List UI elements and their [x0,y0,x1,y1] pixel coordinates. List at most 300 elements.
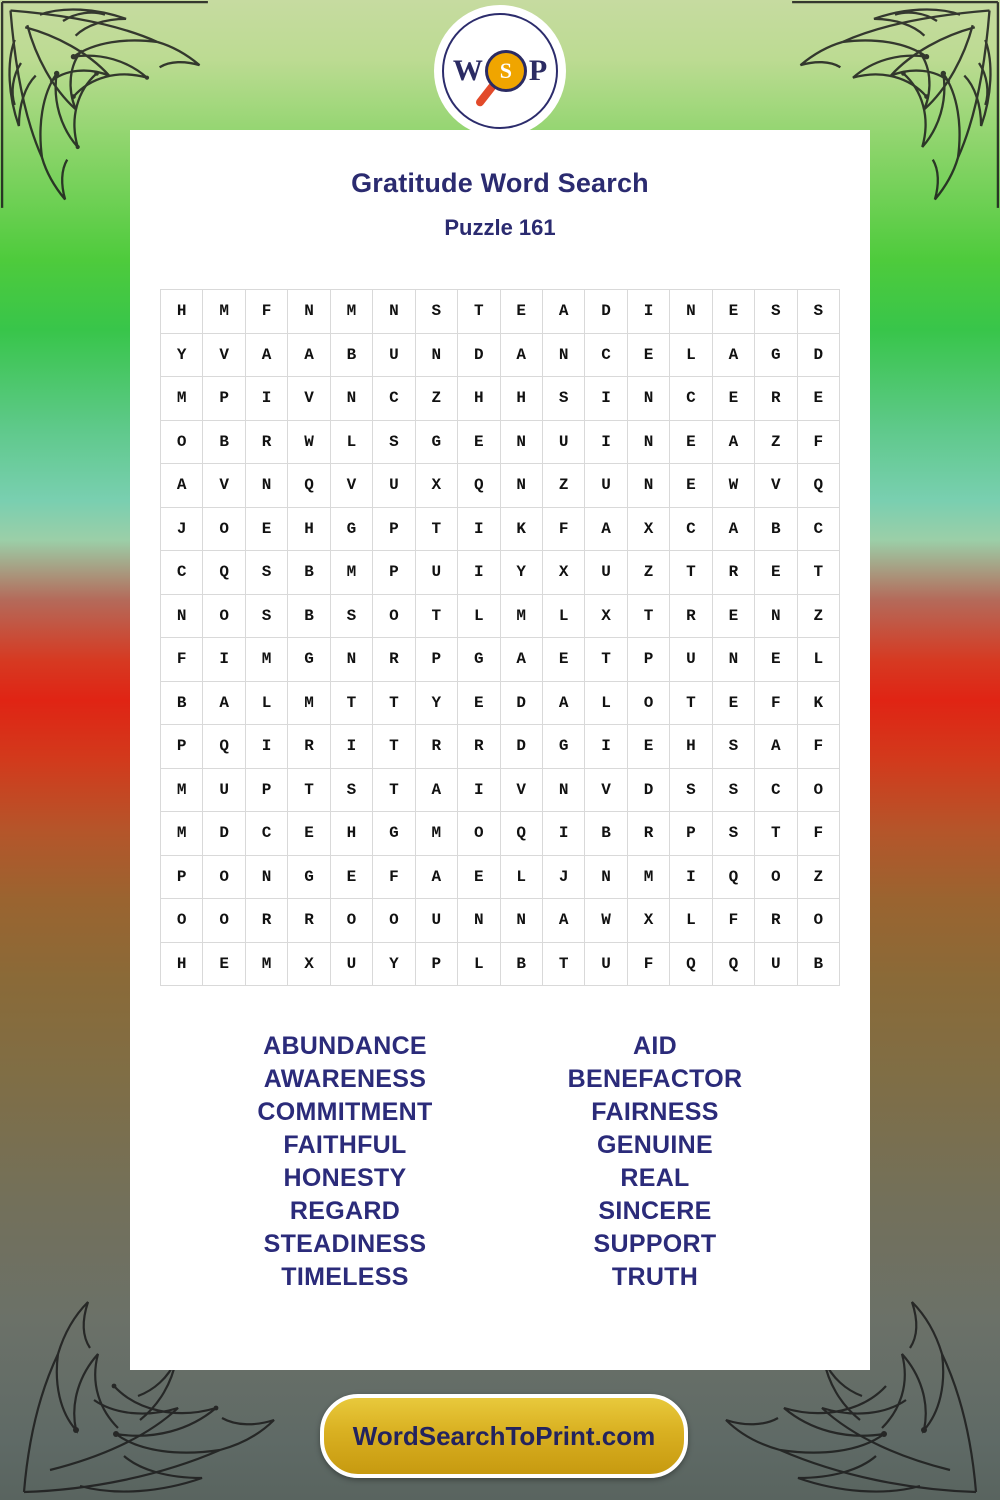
grid-cell[interactable]: O [203,899,245,943]
grid-cell[interactable]: V [755,464,797,508]
grid-cell[interactable]: E [330,855,372,899]
word-list-column-right [500,1030,810,1294]
grid-cell[interactable]: M [500,594,542,638]
grid-cell[interactable]: Q [458,464,500,508]
grid-cell[interactable]: T [670,551,712,595]
grid-cell[interactable]: I [203,638,245,682]
grid-cell[interactable]: T [585,638,627,682]
grid-cell[interactable]: O [458,812,500,856]
grid-cell[interactable]: O [161,420,203,464]
grid-cell[interactable]: D [797,333,839,377]
grid-cell[interactable]: Y [373,942,415,986]
grid-cell[interactable]: E [542,638,584,682]
grid-cell[interactable]: M [330,290,372,334]
logo-letter-p: P [528,54,548,87]
grid-cell[interactable]: P [203,377,245,421]
grid-cell[interactable]: D [500,681,542,725]
grid-cell[interactable]: B [797,942,839,986]
grid-cell[interactable]: X [542,551,584,595]
grid-cell[interactable]: R [245,899,287,943]
grid-cell[interactable]: A [542,899,584,943]
grid-cell[interactable]: I [458,768,500,812]
word-list-item: TIMELESS [281,1263,409,1291]
grid-cell[interactable]: Z [542,464,584,508]
grid-cell[interactable]: M [161,812,203,856]
grid-cell[interactable]: S [797,290,839,334]
grid-cell[interactable]: O [797,768,839,812]
grid-cell[interactable]: N [500,464,542,508]
grid-row [161,855,840,899]
grid-cell[interactable]: L [585,681,627,725]
grid-cell[interactable]: A [712,333,754,377]
grid-cell[interactable]: E [712,377,754,421]
grid-row [161,507,840,551]
word-search-grid[interactable] [160,289,840,986]
grid-cell[interactable]: N [161,594,203,638]
grid-cell[interactable]: N [542,768,584,812]
grid-cell[interactable]: Q [500,812,542,856]
grid-cell[interactable]: D [203,812,245,856]
grid-cell[interactable]: I [585,725,627,769]
grid-cell[interactable]: V [203,333,245,377]
grid-cell[interactable]: N [712,638,754,682]
grid-cell[interactable]: T [797,551,839,595]
grid-cell[interactable]: S [245,594,287,638]
grid-cell[interactable]: L [797,638,839,682]
grid-cell[interactable]: E [712,681,754,725]
grid-cell[interactable]: P [161,725,203,769]
grid-cell[interactable]: G [330,507,372,551]
grid-cell[interactable]: Q [712,855,754,899]
grid-cell[interactable]: W [585,899,627,943]
word-list-item: HONESTY [283,1164,407,1192]
grid-cell[interactable]: M [203,290,245,334]
grid-cell[interactable]: M [245,942,287,986]
grid-cell[interactable]: A [288,333,330,377]
grid-cell[interactable]: B [203,420,245,464]
grid-row [161,551,840,595]
grid-cell[interactable]: U [203,768,245,812]
grid-cell[interactable]: B [330,333,372,377]
grid-cell[interactable]: N [627,464,669,508]
grid-cell[interactable]: T [373,768,415,812]
grid-cell[interactable]: C [670,377,712,421]
grid-cell[interactable]: F [161,638,203,682]
grid-cell[interactable]: G [415,420,457,464]
grid-cell[interactable]: O [755,855,797,899]
grid-cell[interactable]: E [627,725,669,769]
grid-cell[interactable]: G [458,638,500,682]
grid-cell[interactable]: A [712,420,754,464]
grid-cell[interactable]: N [330,638,372,682]
grid-cell[interactable]: G [288,855,330,899]
grid-cell[interactable]: Q [712,942,754,986]
grid-cell[interactable]: R [373,638,415,682]
grid-cell[interactable]: S [415,290,457,334]
grid-cell[interactable]: D [585,290,627,334]
grid-cell[interactable]: H [161,290,203,334]
grid-row [161,899,840,943]
grid-cell[interactable]: E [203,942,245,986]
grid-cell[interactable]: U [670,638,712,682]
grid-cell[interactable]: S [542,377,584,421]
grid-cell[interactable]: U [330,942,372,986]
grid-cell[interactable]: C [755,768,797,812]
grid-cell[interactable]: P [373,551,415,595]
grid-cell[interactable]: G [288,638,330,682]
grid-cell[interactable]: I [458,551,500,595]
grid-cell[interactable]: O [373,899,415,943]
grid-cell[interactable]: H [288,507,330,551]
grid-cell[interactable]: E [500,290,542,334]
grid-cell[interactable]: S [755,290,797,334]
grid-cell[interactable]: D [627,768,669,812]
grid-cell[interactable]: U [415,551,457,595]
grid-cell[interactable]: D [500,725,542,769]
grid-cell[interactable]: F [797,812,839,856]
grid-cell[interactable]: N [245,855,287,899]
puzzle-sheet [130,130,870,1370]
grid-cell[interactable]: Z [627,551,669,595]
grid-cell[interactable]: T [670,681,712,725]
grid-cell[interactable]: F [755,681,797,725]
grid-cell[interactable]: E [458,855,500,899]
grid-cell[interactable]: S [712,812,754,856]
grid-cell[interactable]: B [755,507,797,551]
grid-cell[interactable]: V [500,768,542,812]
word-list-item: BENEFACTOR [567,1065,743,1093]
grid-cell[interactable]: U [415,899,457,943]
grid-cell[interactable]: O [330,899,372,943]
grid-cell[interactable]: N [585,855,627,899]
grid-cell[interactable]: X [288,942,330,986]
website-label: WordSearchToPrint.com [352,1420,656,1451]
grid-cell[interactable]: V [330,464,372,508]
grid-cell[interactable]: T [542,942,584,986]
grid-cell[interactable]: I [542,812,584,856]
grid-cell[interactable]: O [203,507,245,551]
grid-cell[interactable]: P [670,812,712,856]
grid-cell[interactable]: E [755,638,797,682]
grid-cell[interactable]: X [627,507,669,551]
grid-cell[interactable]: I [458,507,500,551]
grid-cell[interactable]: E [458,681,500,725]
grid-cell[interactable]: T [288,768,330,812]
grid-cell[interactable]: A [712,507,754,551]
word-list-item: AID [633,1032,677,1060]
grid-cell[interactable]: B [500,942,542,986]
grid-cell[interactable]: V [203,464,245,508]
grid-cell[interactable]: X [627,899,669,943]
grid-cell[interactable]: T [755,812,797,856]
grid-cell[interactable]: E [288,812,330,856]
grid-cell[interactable]: Z [797,855,839,899]
grid-cell[interactable]: C [797,507,839,551]
grid-cell[interactable]: H [500,377,542,421]
grid-cell[interactable]: I [627,290,669,334]
grid-cell[interactable]: M [627,855,669,899]
grid-cell[interactable]: Y [415,681,457,725]
grid-cell[interactable]: B [288,594,330,638]
grid-cell[interactable]: S [373,420,415,464]
grid-row [161,812,840,856]
grid-cell[interactable]: S [670,768,712,812]
grid-cell[interactable]: I [585,420,627,464]
grid-cell[interactable]: U [755,942,797,986]
grid-cell[interactable]: T [627,594,669,638]
grid-row [161,768,840,812]
grid-cell[interactable]: N [288,290,330,334]
grid-cell[interactable]: N [500,420,542,464]
grid-cell[interactable]: R [712,551,754,595]
grid-cell[interactable]: M [161,768,203,812]
word-list-item: SINCERE [598,1197,712,1225]
grid-cell[interactable]: E [458,420,500,464]
grid-cell[interactable]: R [755,899,797,943]
grid-cell[interactable]: A [415,855,457,899]
word-list-item: REGARD [289,1197,401,1225]
grid-row [161,290,840,334]
grid-cell[interactable]: N [542,333,584,377]
grid-cell[interactable]: O [203,855,245,899]
grid-cell[interactable]: F [373,855,415,899]
grid-row [161,725,840,769]
grid-cell[interactable]: R [755,377,797,421]
grid-cell[interactable]: E [670,464,712,508]
grid-cell[interactable]: Q [203,725,245,769]
grid-cell[interactable]: R [627,812,669,856]
grid-cell[interactable]: P [627,638,669,682]
grid-cell[interactable]: T [330,681,372,725]
grid-cell[interactable]: B [585,812,627,856]
grid-cell[interactable]: E [712,594,754,638]
word-list-item: TRUTH [611,1263,699,1291]
grid-row [161,594,840,638]
website-button[interactable] [320,1394,688,1478]
grid-cell[interactable]: A [203,681,245,725]
grid-cell[interactable]: S [330,768,372,812]
grid-cell[interactable]: K [500,507,542,551]
grid-cell[interactable]: T [458,290,500,334]
logo-magnifier-icon: S [485,50,527,92]
grid-cell[interactable]: N [670,290,712,334]
grid-cell[interactable]: L [542,594,584,638]
grid-cell[interactable]: H [670,725,712,769]
puzzle-number: Puzzle 161 [444,215,556,240]
grid-cell[interactable]: E [245,507,287,551]
grid-cell[interactable]: V [585,768,627,812]
word-list-item: AWARENESS [263,1065,427,1093]
grid-cell[interactable]: S [712,725,754,769]
grid-cell[interactable]: L [670,333,712,377]
grid-cell[interactable]: C [161,551,203,595]
grid-cell[interactable]: Y [500,551,542,595]
grid-cell[interactable]: Z [755,420,797,464]
grid-cell[interactable]: Y [161,333,203,377]
grid-cell[interactable]: G [755,333,797,377]
grid-cell[interactable]: F [245,290,287,334]
grid-cell[interactable]: J [542,855,584,899]
grid-cell[interactable]: P [161,855,203,899]
grid-cell[interactable]: Q [670,942,712,986]
grid-cell[interactable]: W [712,464,754,508]
grid-cell[interactable]: N [500,899,542,943]
grid-cell[interactable]: Z [415,377,457,421]
word-list-item: COMMITMENT [257,1098,433,1126]
grid-cell[interactable]: L [458,942,500,986]
grid-cell[interactable]: N [330,377,372,421]
grid-cell[interactable]: N [458,899,500,943]
word-list-item: GENUINE [596,1131,713,1159]
grid-cell[interactable]: T [415,594,457,638]
grid-cell[interactable]: T [373,681,415,725]
grid-cell[interactable]: E [712,290,754,334]
grid-cell[interactable]: G [542,725,584,769]
grid-cell[interactable]: Q [203,551,245,595]
grid-cell[interactable]: N [627,377,669,421]
grid-cell[interactable]: E [797,377,839,421]
grid-cell[interactable]: P [415,638,457,682]
grid-cell[interactable]: A [585,507,627,551]
grid-row [161,420,840,464]
logo-letter-w: W [452,54,483,87]
grid-cell[interactable]: M [161,377,203,421]
grid-cell[interactable]: C [373,377,415,421]
grid-cell[interactable]: S [245,551,287,595]
grid-cell[interactable]: E [755,551,797,595]
grid-cell[interactable]: I [330,725,372,769]
grid-cell[interactable]: I [585,377,627,421]
grid-cell[interactable]: M [245,638,287,682]
grid-cell[interactable]: F [797,420,839,464]
grid-cell[interactable]: S [330,594,372,638]
grid-cell[interactable]: D [458,333,500,377]
grid-cell[interactable]: A [415,768,457,812]
grid-cell[interactable]: N [373,290,415,334]
grid-cell[interactable]: T [373,725,415,769]
grid-cell[interactable]: I [245,725,287,769]
grid-cell[interactable]: N [245,464,287,508]
grid-cell[interactable]: H [458,377,500,421]
grid-cell[interactable]: F [797,725,839,769]
grid-cell[interactable]: Z [797,594,839,638]
grid-cell[interactable]: O [627,681,669,725]
grid-cell[interactable]: O [161,899,203,943]
grid-cell[interactable]: H [161,942,203,986]
grid-cell[interactable]: A [245,333,287,377]
grid-cell[interactable]: E [670,420,712,464]
word-list-item: SUPPORT [593,1230,717,1258]
page-title: Gratitude Word Search [351,168,649,198]
grid-cell[interactable]: M [288,681,330,725]
grid-cell[interactable]: W [288,420,330,464]
grid-cell[interactable]: U [542,420,584,464]
grid-cell[interactable]: A [542,681,584,725]
grid-cell[interactable]: L [330,420,372,464]
grid-cell[interactable]: A [542,290,584,334]
grid-cell[interactable]: L [245,681,287,725]
grid-cell[interactable]: J [161,507,203,551]
grid-cell[interactable]: A [755,725,797,769]
grid-cell[interactable]: A [500,638,542,682]
grid-cell[interactable]: T [415,507,457,551]
grid-cell[interactable]: B [161,681,203,725]
grid-cell[interactable]: I [245,377,287,421]
grid-cell[interactable]: F [712,899,754,943]
grid-cell[interactable]: Q [797,464,839,508]
grid-cell[interactable]: U [373,464,415,508]
grid-cell[interactable]: R [245,420,287,464]
grid-cell[interactable]: G [373,812,415,856]
grid-cell[interactable]: C [245,812,287,856]
grid-cell[interactable]: R [458,725,500,769]
grid-cell[interactable]: R [670,594,712,638]
grid-cell[interactable]: O [797,899,839,943]
grid-cell[interactable]: C [670,507,712,551]
word-list-item: ABUNDANCE [263,1032,427,1060]
grid-row [161,681,840,725]
grid-row [161,464,840,508]
grid-cell[interactable]: B [288,551,330,595]
grid-cell[interactable]: O [373,594,415,638]
grid-cell[interactable]: A [500,333,542,377]
grid-cell[interactable]: A [161,464,203,508]
grid-cell[interactable]: L [670,899,712,943]
grid-cell[interactable]: R [288,725,330,769]
word-list-column-left [190,1030,500,1294]
grid-cell[interactable]: R [288,899,330,943]
grid-row [161,638,840,682]
grid-cell[interactable]: I [670,855,712,899]
grid-row [161,377,840,421]
grid-cell[interactable]: P [245,768,287,812]
word-list-item: REAL [620,1164,690,1192]
grid-cell[interactable]: P [415,942,457,986]
grid-cell[interactable]: N [627,420,669,464]
grid-cell[interactable]: N [415,333,457,377]
logo-inner-circle [442,13,558,129]
grid-cell[interactable]: K [797,681,839,725]
grid-cell[interactable]: C [585,333,627,377]
grid-cell[interactable]: P [373,507,415,551]
grid-cell[interactable]: U [585,464,627,508]
grid-cell[interactable]: F [542,507,584,551]
grid-cell[interactable]: U [585,942,627,986]
grid-cell[interactable]: U [585,551,627,595]
site-logo [437,8,563,134]
grid-cell[interactable]: Q [288,464,330,508]
grid-cell[interactable]: L [458,594,500,638]
word-list-item: STEADINESS [263,1230,427,1258]
grid-cell[interactable]: X [415,464,457,508]
grid-cell[interactable]: X [585,594,627,638]
grid-cell[interactable]: H [330,812,372,856]
word-list [130,1030,870,1294]
grid-cell[interactable]: M [415,812,457,856]
grid-cell[interactable]: V [288,377,330,421]
grid-cell[interactable]: F [627,942,669,986]
grid-row [161,333,840,377]
grid-row [161,942,840,986]
grid-cell[interactable]: N [755,594,797,638]
grid-cell[interactable]: E [627,333,669,377]
grid-cell[interactable]: U [373,333,415,377]
grid-cell[interactable]: L [500,855,542,899]
grid-cell[interactable]: S [712,768,754,812]
grid-cell[interactable]: R [415,725,457,769]
grid-cell[interactable]: O [203,594,245,638]
grid-cell[interactable]: M [330,551,372,595]
